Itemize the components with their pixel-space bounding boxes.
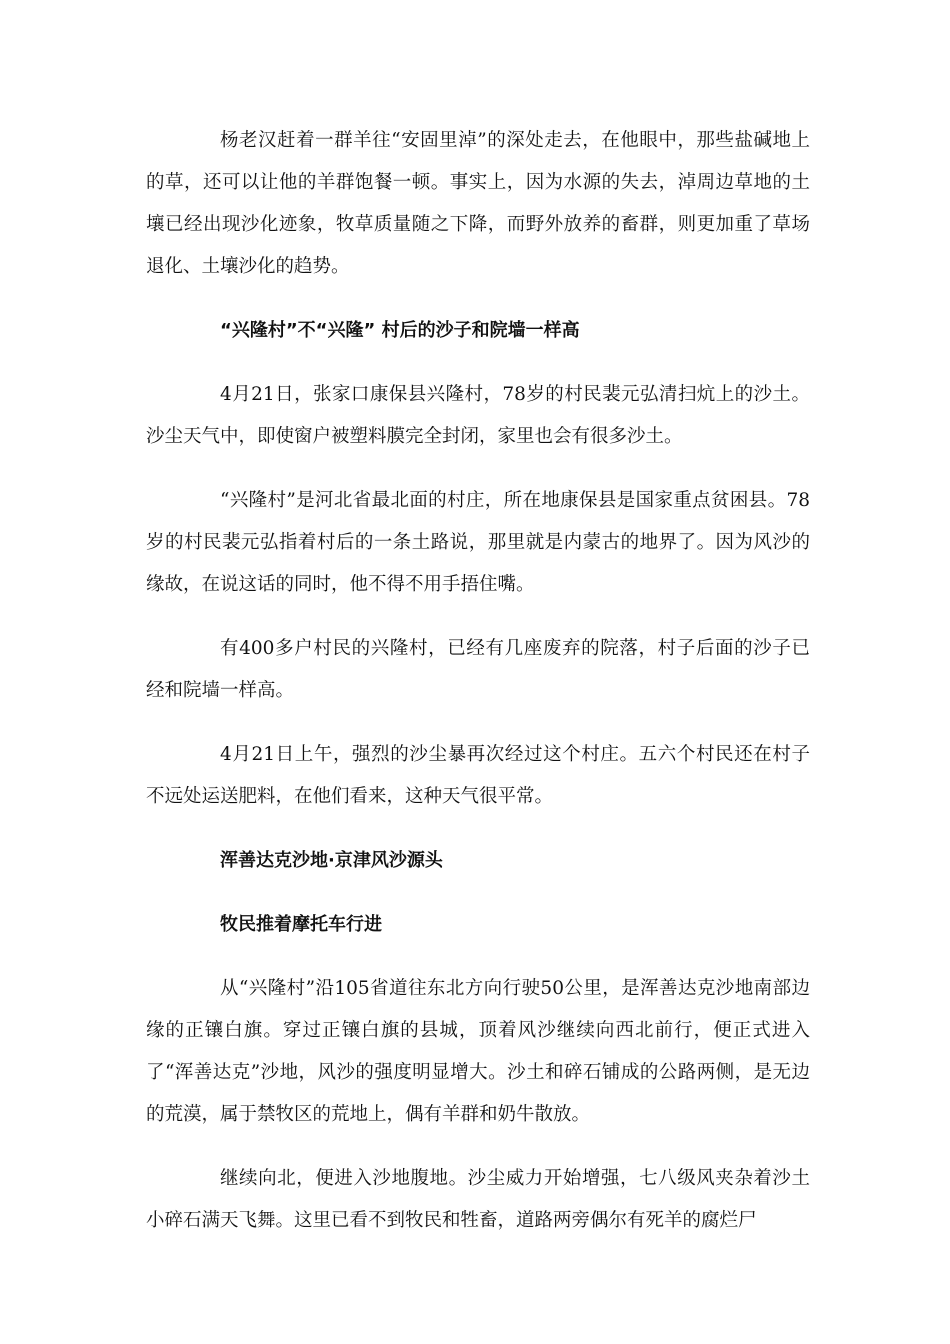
paragraph-400-households: 有400多户村民的兴隆村，已经有几座废弃的院落，村子后面的沙子已经和院墙一样高。 (146, 638, 810, 701)
paragraph-route-105: 从“兴隆村”沿105省道往东北方向行驶50公里，是浑善达克沙地南部边缘的正镶白旗。穿过正镶白旗的县城，顶着风沙继续向西北前行，便正式进入了“浑善达克”沙地，风沙的强度明显增大。沙土和碎石铺成的公路两侧，是无边的荒漠，属于禁牧区的荒地上，偶有羊群和奶牛散放。 (146, 978, 810, 1125)
heading-hunshandake-source: 浑善达克沙地·京津风沙源头 (220, 850, 443, 871)
article-body (146, 120, 810, 1242)
paragraph-yang-sheep: 杨老汉赶着一群羊往“安固里淖”的深处走去，在他眼中，那些盐碱地上的草，还可以让他的羊群饱餐一顿。事实上，因为水源的失去，淖周边草地的土壤已经出现沙化迹象，牧草质量随之下降，而野外放养的畜群，则更加重了草场退化、土壤沙化的趋势。 (146, 130, 810, 277)
paragraph-northernmost-village: “兴隆村”是河北省最北面的村庄，所在地康保县是国家重点贫困县。78岁的村民裴元弘指着村后的一条土路说，那里就是内蒙古的地界了。因为风沙的缘故，在说这话的同时，他不得不用手捂住嘴。 (146, 490, 810, 595)
heading-herdsman-motorcycle: 牧民推着摩托车行进 (220, 914, 382, 935)
paragraph-sand-hinterland: 继续向北，便进入沙地腹地。沙尘威力开始增强，七八级风夹杂着沙土小碎石满天飞舞。这里已看不到牧民和牲畜，道路两旁偶尔有死羊的腐烂尸 (146, 1168, 810, 1231)
paragraph-sandstorm-morning: 4月21日上午，强烈的沙尘暴再次经过这个村庄。五六个村民还在村子不远处运送肥料，在他们看来，这种天气很平常。 (146, 744, 810, 807)
paragraph-april21-kangbao: 4月21日，张家口康保县兴隆村，78岁的村民裴元弘清扫炕上的沙土。沙尘天气中，即使窗户被塑料膜完全封闭，家里也会有很多沙土。 (146, 384, 810, 447)
heading-xinglong-village: “兴隆村”不“兴隆” 村后的沙子和院墙一样高 (220, 320, 580, 341)
